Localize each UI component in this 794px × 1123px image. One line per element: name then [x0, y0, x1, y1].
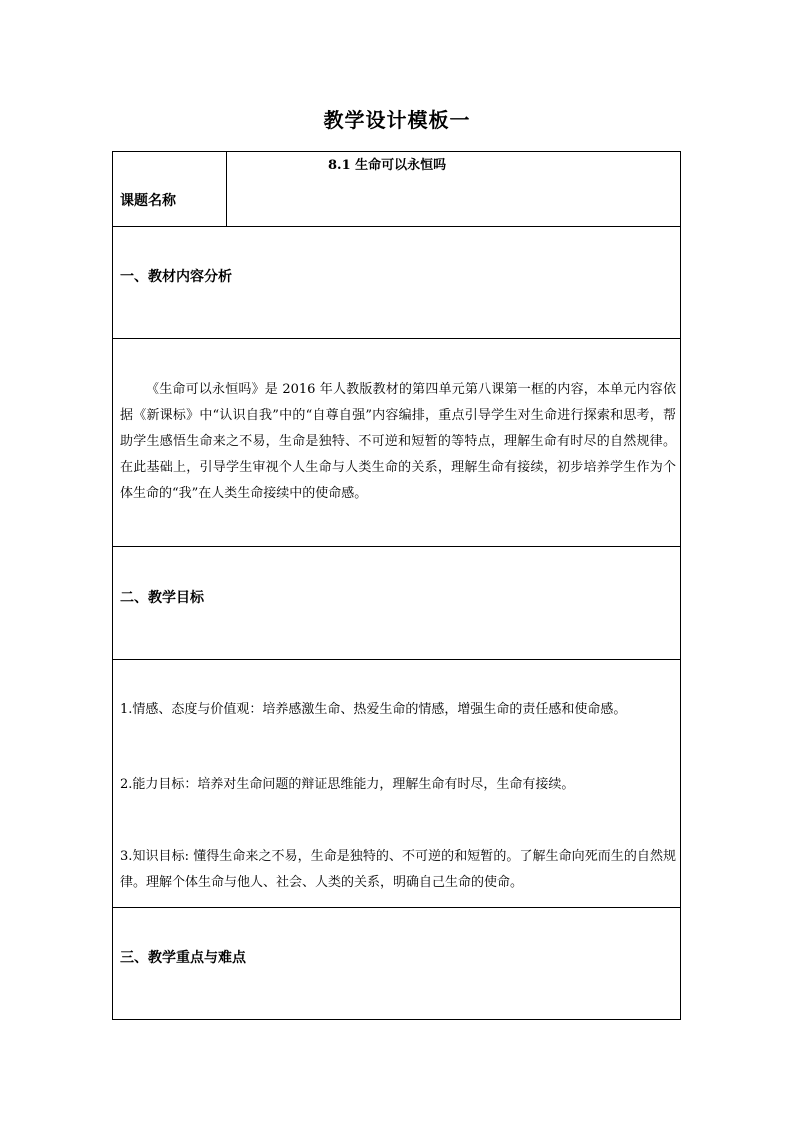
- table-row-topic: [113, 152, 680, 227]
- document-title: 教学设计模板一: [323, 108, 471, 132]
- table-row-section1-content: [113, 339, 680, 547]
- lesson-design-table: [112, 151, 681, 1020]
- section1-heading: 一、教材内容分析: [120, 269, 232, 285]
- goal-knowledge: 3.知识目标: 懂得生命来之不易，生命是独特的、不可逆的和短暂的。了解生命向死而生的自然规律。理解个体生命与他人、社会、人类的关系，明确自己生命的使命。: [120, 849, 676, 890]
- goal-ability: 2.能力目标：培养对生命问题的辩证思维能力，理解生命有时尽，生命有接续。: [120, 777, 575, 792]
- section3-heading: 三、教学重点与难点: [120, 950, 246, 966]
- table-row-section1-heading: [113, 227, 680, 339]
- topic-label: 课题名称: [120, 193, 176, 209]
- section2-heading: 二、教学目标: [120, 590, 204, 606]
- table-row-section2-heading: [113, 547, 680, 660]
- table-row-section2-goals: [113, 660, 680, 908]
- table-row-section3-heading: [113, 908, 680, 1019]
- topic-label-cell: [113, 152, 227, 226]
- goal-emotion: 1.情感、态度与价值观：培养感激生命、热爱生命的情感，增强生命的责任感和使命感。: [120, 702, 627, 717]
- topic-value: 8.1 生命可以永恒吗: [328, 158, 447, 173]
- section1-content: 《生命可以永恒吗》是 2016 年人教版教材的第四单元第八课第一框的内容，本单元内容依据《新课标》中“认识自我”中的“自尊自强”内容编排，重点引导学生对生命进行探索和思考，帮助学生感悟生命来之不易，生命是独特、不可逆和短暂的等特点，理解生命有时尽的自然规律。在此基础上，引导学生审视个人生命与人类生命的关系，理解生命有接续，初步培养学生作为个体生命的“我”在人类生命接续中的使命感。: [120, 382, 676, 501]
